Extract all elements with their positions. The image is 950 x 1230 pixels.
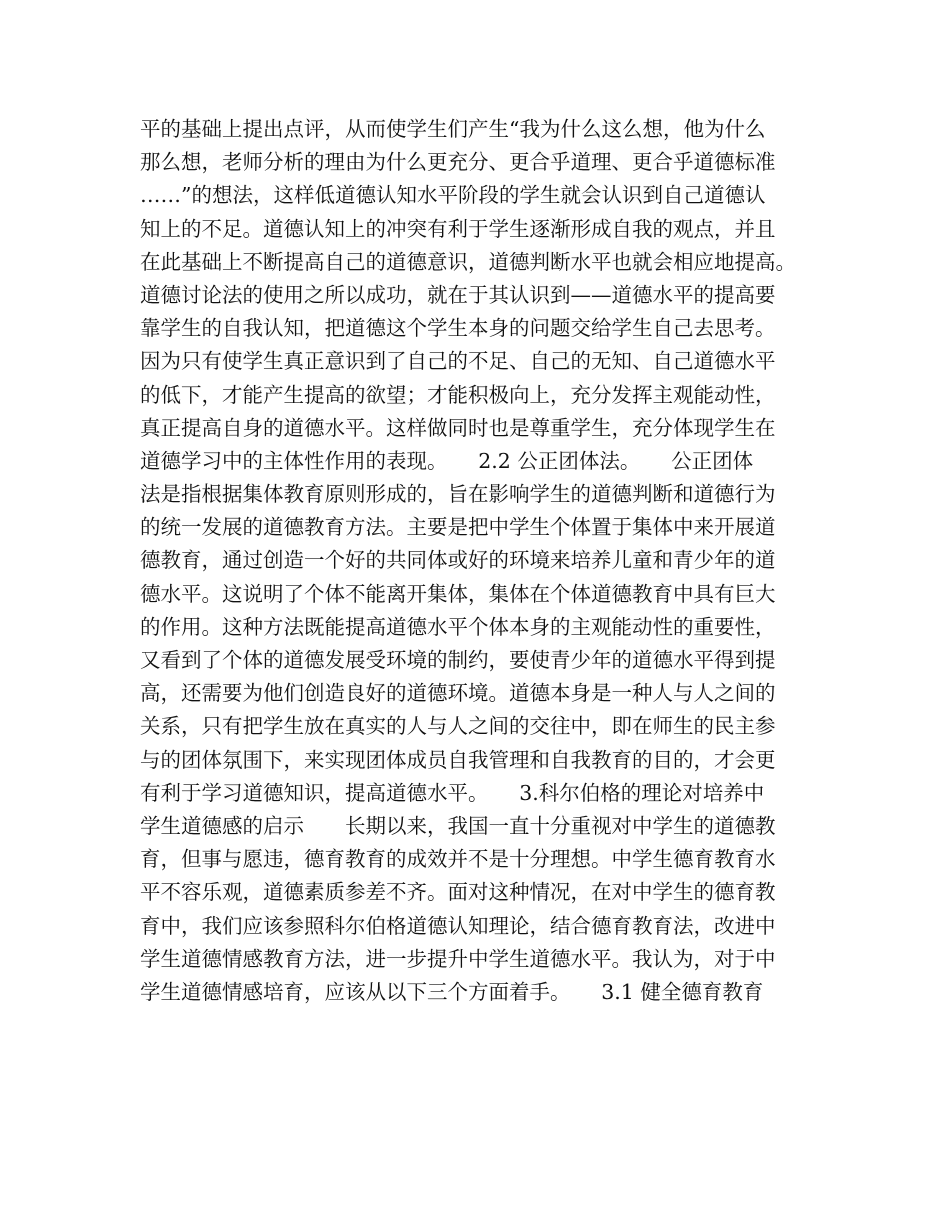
text-line: 真正提高自身的道德水平。这样做同时也是尊重学生，充分体现学生在: [140, 415, 776, 440]
text-line: 平不容乐观，道德素质参差不齐。面对这种情况，在对中学生的德育教: [140, 880, 776, 905]
text-line: 的作用。这种方法既能提高道德水平个体本身的主观能动性的重要性，: [140, 614, 776, 639]
text-line: 的低下，才能产生提高的欲望；才能积极向上，充分发挥主观能动性，: [140, 382, 776, 407]
text-line: 靠学生的自我认知，把道德这个学生本身的问题交给学生自己去思考。: [140, 316, 776, 341]
text-line: 那么想，老师分析的理由为什么更充分、更合乎道理、更合乎道德标准: [140, 150, 776, 175]
text-line: 平的基础上提出点评，从而使学生们产生“我为什么这么想，他为什么: [140, 117, 766, 141]
text-line: 在此基础上不断提高自己的道德意识，道德判断水平也就会相应地提高。: [140, 249, 796, 274]
text-line: 德水平。这说明了个体不能离开集体，集体在个体道德教育中具有巨大: [140, 581, 776, 606]
text-line: 道德讨论法的使用之所以成功，就在于其认识到——道德水平的提高要: [140, 282, 776, 307]
text-line: 育中，我们应该参照科尔伯格道德认知理论，结合德育教育法，改进中: [140, 913, 776, 938]
text-line: 育，但事与愿违，德育教育的成效并不是十分理想。中学生德育教育水: [140, 847, 776, 872]
text-line: ……”的想法，这样低道德认知水平阶段的学生就会认识到自己道德认: [140, 183, 766, 208]
text-line: 学生道德情感教育方法，进一步提升中学生道德水平。我认为，对于中: [140, 946, 776, 971]
text-line: 与的团体氛围下，来实现团体成员自我管理和自我教育的目的，才会更: [140, 747, 776, 772]
text-line: 学生道德情感培育，应该从以下三个方面着手。 3.1 健全德育教育: [140, 979, 764, 1004]
text-line: 法是指根据集体教育原则形成的，旨在影响学生的道德判断和道德行为: [140, 482, 776, 507]
body-text: [140, 113, 820, 1009]
text-line: 道德学习中的主体性作用的表现。 2.2 公正团体法。 公正团体: [140, 448, 754, 473]
text-line: 因为只有使学生真正意识到了自己的不足、自己的无知、自己道德水平: [140, 349, 776, 374]
text-line: 关系，只有把学生放在真实的人与人之间的交往中，即在师生的民主参: [140, 714, 776, 739]
text-line: 学生道德感的启示 长期以来，我国一直十分重视对中学生的道德教: [140, 813, 776, 838]
text-line: 知上的不足。道德认知上的冲突有利于学生逐渐形成自我的观点，并且: [140, 216, 776, 241]
text-line: 有利于学习道德知识，提高道德水平。 3.科尔伯格的理论对培养中: [140, 780, 765, 805]
text-line: 又看到了个体的道德发展受环境的制约，要使青少年的道德水平得到提: [140, 648, 776, 672]
text-line: 德教育，通过创造一个好的共同体或好的环境来培养儿童和青少年的道: [140, 548, 776, 573]
text-line: 的统一发展的道德教育方法。主要是把中学生个体置于集体中来开展道: [140, 515, 776, 540]
text-line: 高，还需要为他们创造良好的道德环境。道德本身是一种人与人之间的: [140, 681, 776, 706]
